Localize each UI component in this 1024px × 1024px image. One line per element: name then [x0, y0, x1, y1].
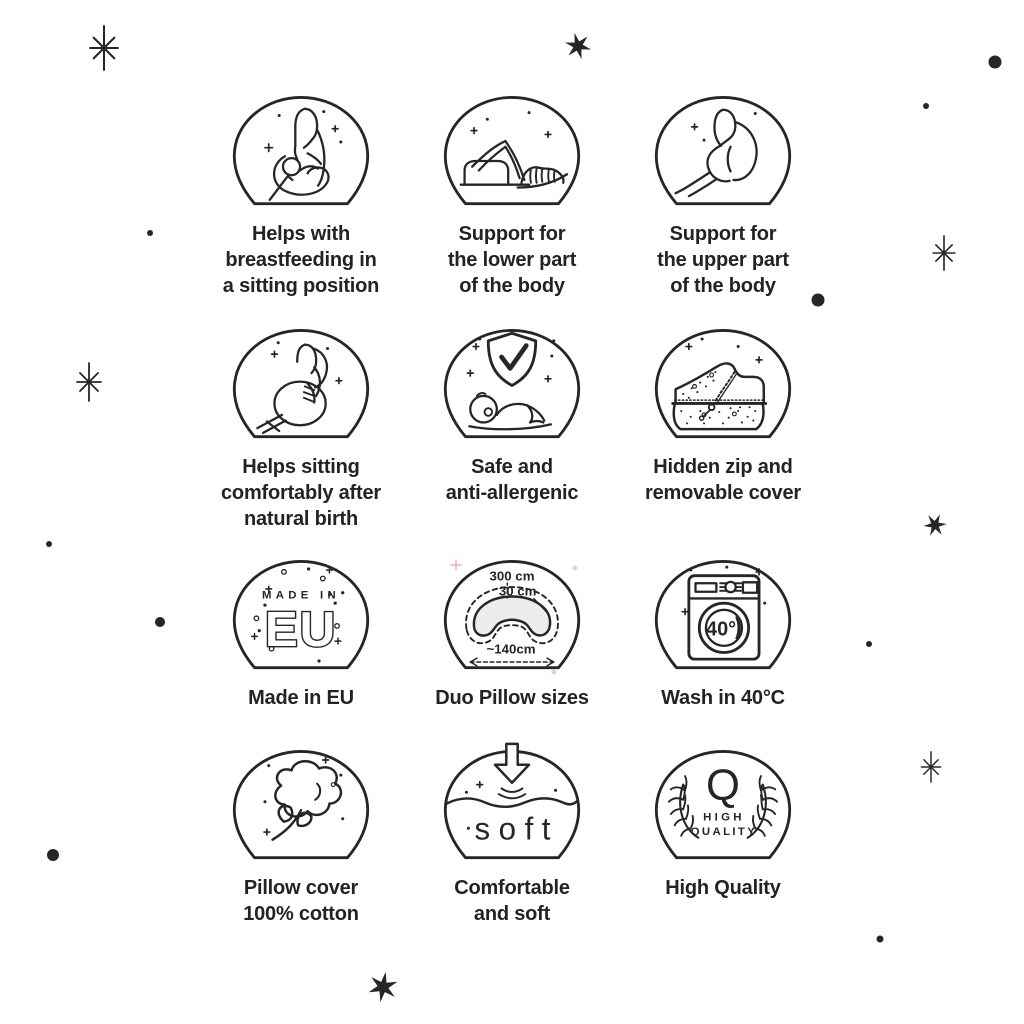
- caption-line: breastfeeding in: [225, 249, 377, 271]
- caption-line: natural birth: [243, 508, 359, 530]
- badge-caption: [661, 685, 785, 711]
- badge-outline: [656, 97, 789, 203]
- caption-line: High Quality: [665, 877, 781, 899]
- size-width-text: ~140cm: [486, 641, 536, 657]
- badge-breastfeeding-sitting: [193, 87, 409, 299]
- badge-caption: [223, 221, 379, 299]
- soft-arrow-icon: [436, 741, 588, 870]
- badge-support-lower-body: [404, 87, 620, 299]
- eu-text: EU: [264, 601, 338, 657]
- dot-decoration: [866, 641, 872, 647]
- badge-high-quality: [615, 741, 831, 901]
- caption-line: 100% cotton: [243, 903, 359, 925]
- caption-line: Duo Pillow sizes: [435, 687, 589, 709]
- star-decoration: [560, 28, 597, 65]
- dot-decoration: [573, 566, 578, 571]
- soft-text: soft: [474, 811, 560, 847]
- badge-caption: [645, 454, 801, 506]
- star-decoration: [918, 508, 953, 543]
- badge-caption: [448, 221, 576, 299]
- quality-word-1-text: HIGH: [703, 811, 745, 824]
- arrow-down-icon: [495, 744, 529, 783]
- badge-cotton-cover: [193, 741, 409, 927]
- badge-caption: [454, 875, 570, 927]
- size-outer-text: 300 cm: [489, 568, 535, 584]
- badge-comfortable-soft: [404, 741, 620, 927]
- dot-decoration: [47, 849, 59, 861]
- shield-icon: [488, 333, 535, 385]
- dot-decoration: [155, 617, 165, 627]
- zip-pillow-icon: [647, 320, 799, 449]
- badge-safe-anti-allergenic: [404, 320, 620, 506]
- star-decoration: [915, 751, 947, 783]
- quality-letter-text: Q: [706, 761, 740, 810]
- badge-caption: [248, 685, 354, 711]
- dot-decoration: [552, 670, 557, 675]
- star-decoration: [926, 235, 962, 271]
- caption-line: of the body: [670, 275, 776, 297]
- badge-outline: [234, 751, 367, 857]
- quality-laurel-icon: [647, 741, 799, 870]
- caption-line: Pillow cover: [243, 877, 359, 899]
- caption-line: Comfortable: [454, 877, 570, 899]
- washing-machine-icon: [647, 551, 799, 680]
- pillow-inner: [474, 597, 550, 636]
- dot-decoration: [812, 294, 825, 307]
- caption-line: Wash in 40°C: [661, 687, 785, 709]
- shield-check-baby-icon: [436, 320, 588, 449]
- dot-decoration: [46, 541, 52, 547]
- caption-line: the lower part: [447, 249, 577, 271]
- lying-legs-raised-icon: [436, 87, 588, 216]
- caption-line: Support for: [458, 223, 566, 245]
- caption-line: Helps with: [251, 223, 350, 245]
- wash-temp-text: 40°: [706, 618, 737, 641]
- caption-line: of the body: [459, 275, 565, 297]
- made-in-eu-icon: [225, 551, 377, 680]
- star-decoration: [81, 25, 127, 71]
- caption-line: anti-allergenic: [445, 482, 579, 504]
- made-in-text: MADE IN: [262, 589, 340, 602]
- caption-line: and soft: [473, 903, 551, 925]
- size-inner-text: 30 cm: [498, 583, 537, 599]
- badge-wash-in-40: [615, 551, 831, 711]
- badge-caption: [665, 875, 780, 901]
- star-decoration: [449, 558, 463, 572]
- badge-caption: [243, 875, 359, 927]
- badge-caption: [657, 221, 789, 299]
- caption-line: Support for: [669, 223, 777, 245]
- badge-support-upper-body: [615, 87, 831, 299]
- badge-caption: [435, 685, 589, 711]
- breastfeeding-icon: [225, 87, 377, 216]
- badge-outline: [234, 97, 367, 203]
- star-decoration: [363, 967, 402, 1006]
- dot-decoration: [877, 936, 884, 943]
- quality-word-2-text: QUALITY: [690, 825, 758, 838]
- badge-sitting-after-birth: [193, 320, 409, 532]
- caption-line: removable cover: [645, 482, 801, 504]
- caption-line: Hidden zip and: [653, 456, 793, 478]
- caption-line: Helps sitting: [242, 456, 360, 478]
- caption-line: comfortably after: [221, 482, 381, 504]
- caption-line: Safe and: [471, 456, 553, 478]
- sitting-pregnant-icon: [647, 87, 799, 216]
- caption-line: Made in EU: [248, 687, 354, 709]
- star-decoration: [69, 362, 109, 402]
- badge-outline: [656, 330, 789, 436]
- dot-decoration: [989, 56, 1002, 69]
- caption-line: the upper part: [657, 249, 789, 271]
- badge-caption: [221, 454, 381, 532]
- caption-line: a sitting position: [222, 275, 380, 297]
- badge-outline: [445, 330, 578, 436]
- dot-decoration: [923, 103, 929, 109]
- fabric-dots: [680, 371, 756, 424]
- badge-made-in-eu: [193, 551, 409, 711]
- dot-decoration: [147, 230, 153, 236]
- cotton-flower-icon: [225, 741, 377, 870]
- sitting-on-pillow-icon: [225, 320, 377, 449]
- badge-caption: [446, 454, 579, 506]
- badge-hidden-zip: [615, 320, 831, 506]
- badge-duo-pillow-sizes: [404, 551, 620, 711]
- check-icon: [502, 346, 527, 369]
